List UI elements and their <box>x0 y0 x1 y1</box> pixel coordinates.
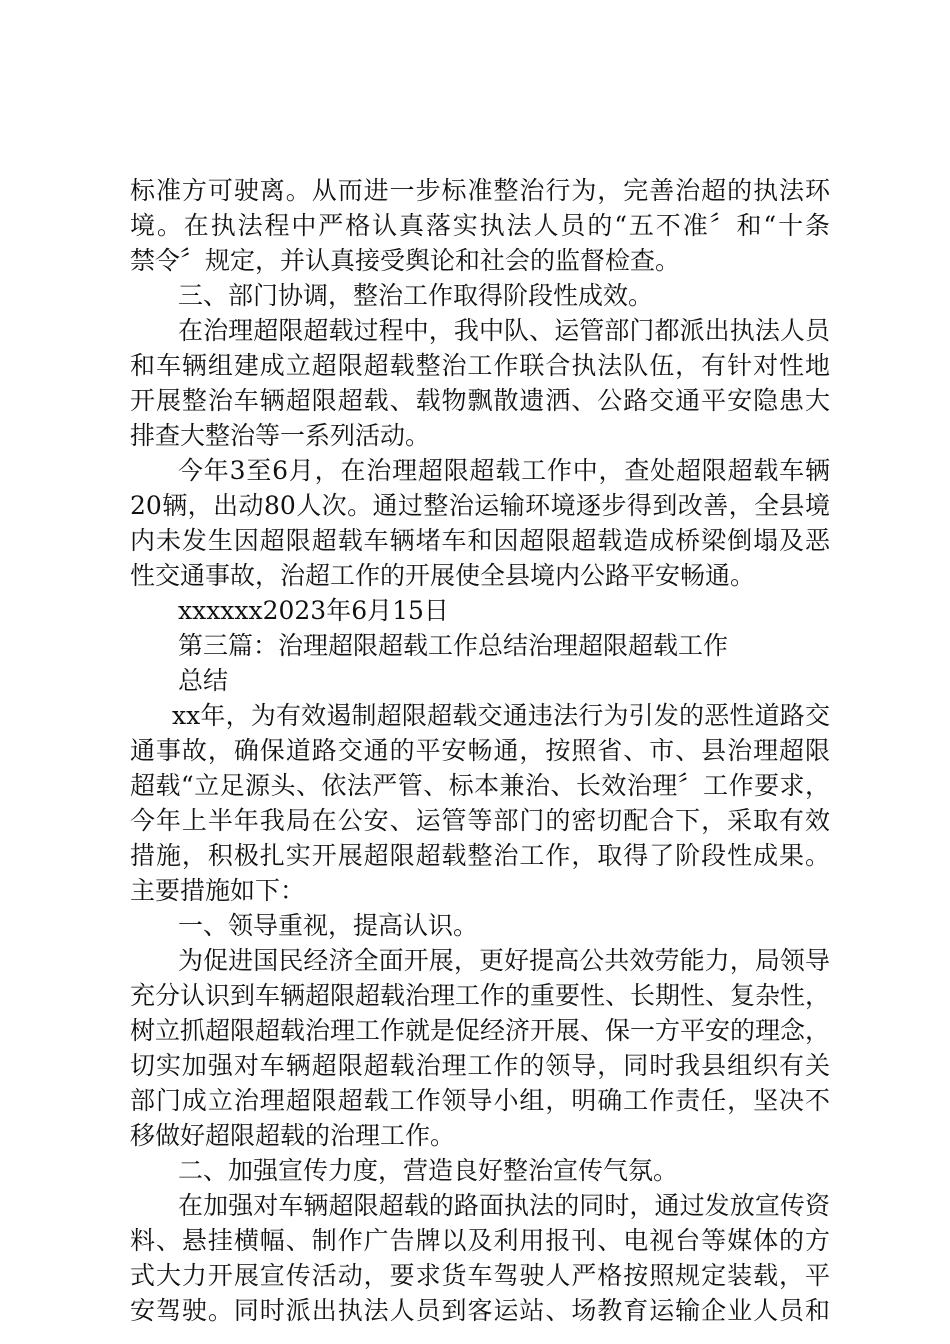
text-line: 措施，积极扎实开展超限超载整治工作，取得了阶段性成果。 <box>130 841 830 870</box>
text-line: 主要措施如下： <box>130 876 306 905</box>
text-line: 为促进国民经济全面开展，更好提高公共效劳能力，局领导 <box>178 946 830 975</box>
text-line: xx年，为有效遏制超限超载交通违法行为引发的恶性道路交 <box>172 701 830 730</box>
section-heading: 三、部门协调，整治工作取得阶段性成效。 <box>178 281 654 310</box>
text-line: 排查大整治等一系列活动。 <box>130 421 431 450</box>
text-line: 和车辆组建成立超限超载整治工作联合执法队伍，有针对性地 <box>130 351 830 380</box>
text-line: 充分认识到车辆超限超载治理工作的重要性、长期性、复杂性， <box>130 981 830 1010</box>
text-line: 今年3至6月，在治理超限超载工作中，查处超限超载车辆 <box>178 456 830 485</box>
text-line: 通事故，确保道路交通的平安畅通，按照省、市、县治理超限 <box>130 736 830 765</box>
text-line: 在治理超限超载过程中，我中队、运管部门都派出执法人员 <box>178 316 830 345</box>
text-line: 20辆，出动80人次。通过整治运输环境逐步得到改善，全县境 <box>130 491 830 520</box>
section-heading: 二、加强宣传力度，营造良好整治宣传气氛。 <box>178 1156 679 1185</box>
date-line: xxxxxx2023年6月15日 <box>178 596 449 625</box>
section-heading: 一、领导重视，提高认识。 <box>178 911 479 940</box>
text-line: 在加强对车辆超限超载的路面执法的同时，通过发放宣传资 <box>178 1191 830 1220</box>
text-line: 部门成立治理超限超载工作领导小组，明确工作责任，坚决不 <box>130 1086 830 1115</box>
text-line: 今年上半年我局在公安、运管等部门的密切配合下，采取有效 <box>130 806 830 835</box>
text-line: 式大力开展宣传活动，要求货车驾驶人严格按照规定装载，平 <box>130 1261 830 1290</box>
text-line: 树立抓超限超载治理工作就是促经济开展、保一方平安的理念， <box>130 1016 830 1045</box>
text-line: 禁令〞规定，并认真接受舆论和社会的监督检查。 <box>130 246 681 275</box>
chapter-title-continued: 总结 <box>178 666 229 695</box>
text-line: 标准方可驶离。从而进一步标准整治行为，完善治超的执法环 <box>130 176 830 205</box>
text-line: 性交通事故，治超工作的开展使全县境内公路平安畅通。 <box>130 561 756 590</box>
text-line: 开展整治车辆超限超载、载物飘散遗洒、公路交通平安隐患大 <box>130 386 830 415</box>
text-line: 安驾驶。同时派出执法人员到客运站、场教育运输企业人员和 <box>130 1296 830 1325</box>
text-line: 超载“立足源头、依法严管、标本兼治、长效治理〞工作要求， <box>130 771 830 800</box>
text-line: 内未发生因超限超载车辆堵车和因超限超载造成桥梁倒塌及恶 <box>130 526 830 555</box>
text-line: 境。在执法程中严格认真落实执法人员的“五不准〞和“十条 <box>130 211 830 240</box>
text-line: 料、悬挂横幅、制作广告牌以及利用报刊、电视台等媒体的方 <box>130 1226 830 1255</box>
text-line: 移做好超限超载的治理工作。 <box>130 1121 456 1150</box>
chapter-title: 第三篇：治理超限超载工作总结治理超限超载工作 <box>178 631 729 660</box>
text-line: 切实加强对车辆超限超载治理工作的领导，同时我县组织有关 <box>130 1051 830 1080</box>
